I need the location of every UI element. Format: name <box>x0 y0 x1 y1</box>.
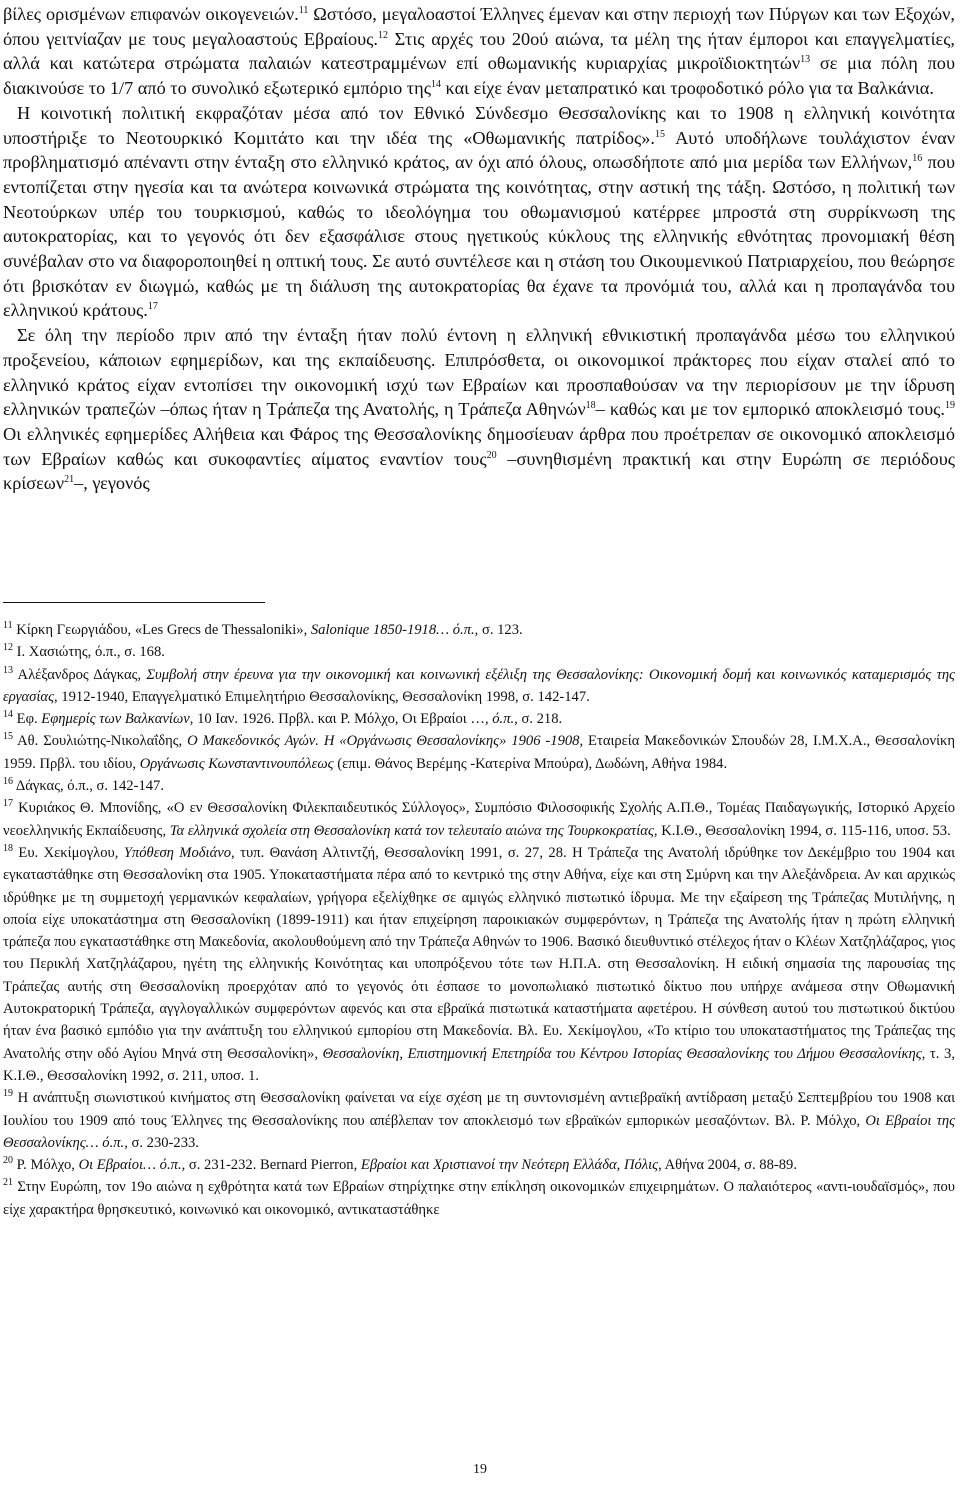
footnote <box>3 619 955 641</box>
paragraph <box>3 323 955 496</box>
italic-text: Οι Εβραίοι… ό.π. <box>78 1157 182 1174</box>
italic-text: Οι Εβραίοι της Θεσσαλονίκης… ό.π. <box>3 1112 955 1151</box>
text-run: Σε όλη την περίοδο πριν από την ένταξη ήταν πολύ έντονη η ελληνική εθνικιστική προπαγάνδα μέσω του ελληνικού προξενείου, κάποιων εφημερίδων, και της εκπαίδευσης. Επιπρόσθετα, οι οικονομικοί πράκτορες που είχαν σταλεί από το ελληνικό κράτος είχαν εντοπίσει την οικονομική ισχύ των Εβραίων και προσπαθούσαν να την περιορίσουν με την ίδρυση ελληνικών τραπεζών –όπως ήταν η Τράπεζα της Ανατολής, η Τράπεζα Αθηνών <box>3 325 955 420</box>
text-run: που εντοπίζεται στην ηγεσία και τα ανώτερα κοινωνικά στρώματα της κοινότητας, στην αστική της τάξη. Ωστόσο, η πολιτική των Νεοτούρκων υπέρ του τουρκισμού, καθώς το ιδεολόγημα του οθωμανισμού κατέρρεε μπροστά στη συρρίκνωση της αυτοκρατορίας, και το γεγονός ότι δεν εξασφάλισε στους ηγετικούς κύκλους της ελληνικής εθνότητας προνομιακή θέση συνέβαλαν στο να διαφοροποιηθεί η οπτική τους. Σε αυτό συντέλεσε και η στάση του Οικουμενικού Πατριαρχείου, που θεώρησε ότι βρισκόταν εν διωγμώ, καθώς με τη διάλυση της αυτοκρατορίας θα έχανε τα προνόμιά του, αλλά και η προπαγάνδα του ελληνικού κράτους. <box>3 152 955 321</box>
footnote-ref: 14 <box>430 79 441 91</box>
body-text <box>3 2 955 496</box>
footnote-ref: 14 <box>3 709 13 721</box>
footnote-ref: 21 <box>64 474 75 486</box>
text-run: Δάγκας, ό.π., σ. 142-147. <box>13 778 164 795</box>
footnote-ref: 11 <box>3 620 13 632</box>
text-run: βίλες ορισμένων επιφανών οικογενειών. <box>3 4 299 24</box>
text-run: Κίρκη Γεωργιάδου, «Les Grecs de Thessaloniki», <box>12 622 311 638</box>
footnote <box>3 842 955 1087</box>
footnote <box>3 1176 955 1221</box>
footnote <box>3 1154 955 1176</box>
italic-text: Εφημερίς των Βαλκανίων <box>41 711 190 728</box>
footnote <box>3 664 955 709</box>
footnote-ref: 15 <box>655 128 665 140</box>
text-run: Η κοινοτική πολιτική εκφραζόταν μέσα από τον Εθνικό Σύνδεσμο Θεσσαλονίκης και το 1908 η ελληνική κοινότητα υποστήριξε το Νεοτουρκικό Κομιτάτο και την ιδέα της «Οθωμανικής πατρίδος». <box>3 102 955 148</box>
text-run: Αλέξανδρος Δάγκας, <box>13 666 147 683</box>
page-number: 19 <box>473 1462 487 1477</box>
paragraph <box>3 2 955 101</box>
italic-text: Εβραίοι και Χριστιανοί την Νεότερη Ελλάδα, Πόλις <box>360 1157 659 1174</box>
footnote-separator <box>3 602 265 603</box>
text-run: , Εταιρεία Μακεδονικών Σπουδών 28, Ι.Μ.Χ.Α., Θεσσαλονίκη 1959. Πρβλ. του ιδίου, <box>3 733 955 772</box>
text-run: Στις αρχές του 20ού αιώνα, τα μέλη της ήταν έμποροι και επαγγελματίες, αλλά και κατώτερα στρώματα παλαιών κατεστραμμένων επί οθωμανικής κυριαρχίας μικροϊδιοκτητών <box>3 28 956 74</box>
text-run: , σ. 218. <box>514 711 563 728</box>
footnote-ref: 18 <box>3 843 13 855</box>
text-run: –, γεγονός <box>74 473 150 494</box>
footnote-ref: 19 <box>3 1088 13 1100</box>
italic-text: Ο Μακεδονικός Αγών. Η «Οργάνωσις Θεσσαλονίκης» 1906 -1908 <box>187 733 580 750</box>
text-run: Ευ. Χεκίμογλου, <box>13 844 124 861</box>
text-run: Αθ. Σουλιώτης-Νικολαΐδης, <box>13 733 188 750</box>
text-run: , 1912-1940, Επαγγελματικό Επιμελητήριο Θεσσαλονίκης, Θεσσαλονίκη 1998, σ. 142-147. <box>54 688 590 705</box>
footnote-ref: 16 <box>912 153 923 165</box>
text-run: , τυπ. Θανάση Αλτιντζή, Θεσσαλονίκη 1991, σ. 27, 28. Η Τράπεζα της Ανατολή ιδρύθηκε τον Δεκέμβριο του 1904 και εγκαταστάθηκε στη Θεσσαλονίκη στα 1905. Υποκαταστήματα πέρα από το κεντρικό της στην Αθήνα, είχε και στη Σμύρνη και την Αλεξάνδρεια. Αν και αρχικώς ιδρύθηκε με τη συμμετοχή γερμανικών κεφαλαίων, γρήγορα εξελίχθηκε σε αμιγώς ελληνικό πιστωτικό ίδρυμα. Με την εξαίρεση της Τράπεζας Μυτιλήνης, η οποία είχε υποκατάστημα στη Θεσσαλονίκη (1899-1911) και ήταν επιχείρηση παροικιακών συμφερόντων, η Τράπεζα της Ανατολής ήταν η πρώτη ελληνική τράπεζα που εγκαταστάθηκε στη Μακεδονία, ακολουθούμενη από την Τράπεζα Αθηνών το 1906. Βασικό διευθυντικό στέλεχος ήταν ο Κλέων Χατζηλάζαρος, γιος του Περικλή Χατζηλάζαρου, ηγέτη της ελληνικής Κοινότητας και υποπρόξενου τότε των Η.Π.Α. στη Θεσσαλονίκη. Η ειδική σημασία της παρουσίας της Τράπεζας αυτής στη Θεσσαλονίκη προερχόταν από το γεγονός ότι έσπασε το μονοπωλιακό πιστωτικό δίκτυο που υπήρχε ανάμεσα στην Οθωμανική Αυτοκρατορική Τράπεζα, αγγλογαλλικών συμφερόντων αφενός και στα εβραϊκά πιστωτικά καταστήματα αφετέρου. Η σύνθεση αυτού του πιστωτικού δικτύου ήταν ένα βασικό εμπόδιο για την ανάπτυξη του ελληνικού εμπορίου στη Μακεδονία. Βλ. Ευ. Χεκίμογλου, «Το κτίριο του υποκαταστήματος της Τράπεζας της Ανατολής στην οδό Αγίου Μηνά στη Θεσσαλονίκη», <box>3 844 956 1062</box>
footnote-ref: 20 <box>486 449 497 461</box>
footnote-ref: 11 <box>298 4 309 16</box>
footnote-ref: 12 <box>3 642 13 654</box>
footnote-ref: 19 <box>945 400 955 412</box>
footnote-ref: 15 <box>3 731 13 743</box>
footnote <box>3 775 955 797</box>
text-run: , σ. 230-233. <box>124 1134 199 1151</box>
italic-text: Υπόθεση Μοδιάνο <box>123 844 232 861</box>
footnote-ref: 17 <box>3 798 13 810</box>
text-run: , σ. 231-232. Bernard Pierron, <box>181 1157 361 1174</box>
footnote-ref: 18 <box>585 400 596 412</box>
text-run: Ι. Χασιώτης, ό.π., σ. 168. <box>13 644 165 661</box>
italic-text: Salonique 1850-1918… ό.π. <box>310 622 475 638</box>
footnote <box>3 708 955 730</box>
text-run: –συνηθισμένη πρακτική και στην Ευρώπη σε περιόδους κρίσεων <box>3 448 955 494</box>
text-run: , τ. 3, Κ.Ι.Θ., Θεσσαλονίκη 1992, σ. 211, υποσ. 1. <box>3 1045 955 1084</box>
document-page <box>3 2 955 496</box>
text-run: (επιμ. Θάνος Βερέμης -Κατερίνα Μπούρα), Δωδώνη, Αθήνα 1984. <box>333 755 728 772</box>
italic-text: Οργάνωσις Κωνσταντινουπόλεως <box>139 755 334 772</box>
text-run: Εφ. <box>13 711 42 728</box>
footnote-ref: 13 <box>3 664 13 676</box>
footnote-ref: 21 <box>3 1177 13 1189</box>
footnote-ref: 12 <box>377 29 388 41</box>
text-run: – καθώς και με τον εμπορικό αποκλεισμό τους. <box>595 399 945 420</box>
footnote-ref: 20 <box>3 1155 13 1167</box>
italic-text: ό.π. <box>492 711 515 728</box>
text-run: Αυτό υποδήλωνε τουλάχιστον έναν προβληματισμό απέναντι στην ένταξη στο ελληνικό κράτος, αν όχι από όλους, οπωσδήποτε από μια μερίδα των Ελλήνων, <box>3 127 955 173</box>
text-run: Κυριάκος Θ. Μπονίδης, «Ο εν Θεσσαλονίκη Φιλεκπαιδευτικός Σύλλογος», Συμπόσιο Φιλοσοφικής Σχολής Α.Π.Θ., Τομέας Παιδαγωγικής, Ιστορικό Αρχείο νεοελληνικής Εκπαίδευσης, <box>3 800 955 839</box>
text-run: , Αθήνα 2004, σ. 88-89. <box>658 1157 797 1174</box>
text-run: και είχε έναν μεταπρατικό και τροφοδοτικό ρόλο για τα Βαλκάνια. <box>440 78 934 99</box>
footnote <box>3 641 955 663</box>
italic-text: Συμβολή στην έρευνα για την οικονομική και κοινωνική εξέλιξη της Θεσσαλονίκης: Οικονομική δομή και κοινωνικός καταμερισμός της εργασίας <box>3 666 955 705</box>
text-run: Η ανάπτυξη σιωνιστικού κινήματος στη Θεσσαλονίκη φαίνεται να είχε σχέση με τη συντονισμένη αντιεβραϊκή αντίδραση μεταξύ Σεπτεμβρίου του 1908 και Ιουλίου του 1909 από τους Έλληνες της Θεσσαλονίκης που απέβλεπαν τον αποκλεισμό των εβραϊκών εμπορικών μεσαζόντων. Βλ. Ρ. Μόλχο, <box>3 1090 955 1129</box>
italic-text: Τα ελληνικά σχολεία στη Θεσσαλονίκη κατά τον τελευταίο αιώνα της Τουρκοκρατίας <box>169 822 654 839</box>
italic-text: Θεσσαλονίκη, Επιστημονική Επετηρίδα του Κέντρου Ιστορίας Θεσσαλονίκης του Δήμου Θεσσαλονίκης <box>322 1045 922 1062</box>
footnote <box>3 797 955 842</box>
text-run: Στην Ευρώπη, τον 19ο αιώνα η εχθρότητα κατά των Εβραίων στηρίχτηκε στην επίκληση οικονομικών επιχειρημάτων. Ο παλαιότερος «αντι-ιουδαϊσμός», που είχε χαρακτήρα θρησκευτικό, κοινωνικό και οικονομικό, αντικαταστάθηκε <box>3 1179 955 1218</box>
footnotes <box>3 619 955 1221</box>
footnote-ref: 13 <box>800 54 811 66</box>
text-run: Ωστόσο, μεγαλοαστοί Έλληνες έμεναν και στην περιοχή των Πύργων και των Εξοχών, όπου γειτνίαζαν με τους μεγαλοαστούς Εβραίους. <box>3 4 955 49</box>
footnote <box>3 730 955 775</box>
paragraph <box>3 101 955 323</box>
text-run: Οι ελληνικές εφημερίδες Αλήθεια και Φάρος της Θεσσαλονίκης δημοσίευαν άρθρα που προέτρεπαν σε οικονομικό αποκλεισμό των Εβραίων καθώς και συκοφαντίες αίματος εναντίον τους <box>3 423 955 469</box>
text-run: σε μια πόλη που διακινούσε το 1/7 από το συνολικό εξωτερικό εμπόριο της <box>3 53 956 99</box>
text-run: , 10 Ιαν. 1926. Πρβλ. και Ρ. Μόλχο, Οι Εβραίοι …, <box>189 711 493 728</box>
text-run: , Κ.Ι.Θ., Θεσσαλονίκη 1994, σ. 115-116, υποσ. 53. <box>653 822 951 839</box>
footnote-ref: 16 <box>3 776 13 788</box>
text-run: , σ. 123. <box>474 622 523 638</box>
footnote-ref: 17 <box>147 301 158 313</box>
text-run: Ρ. Μόλχο, <box>13 1157 79 1174</box>
footnote <box>3 1087 955 1154</box>
